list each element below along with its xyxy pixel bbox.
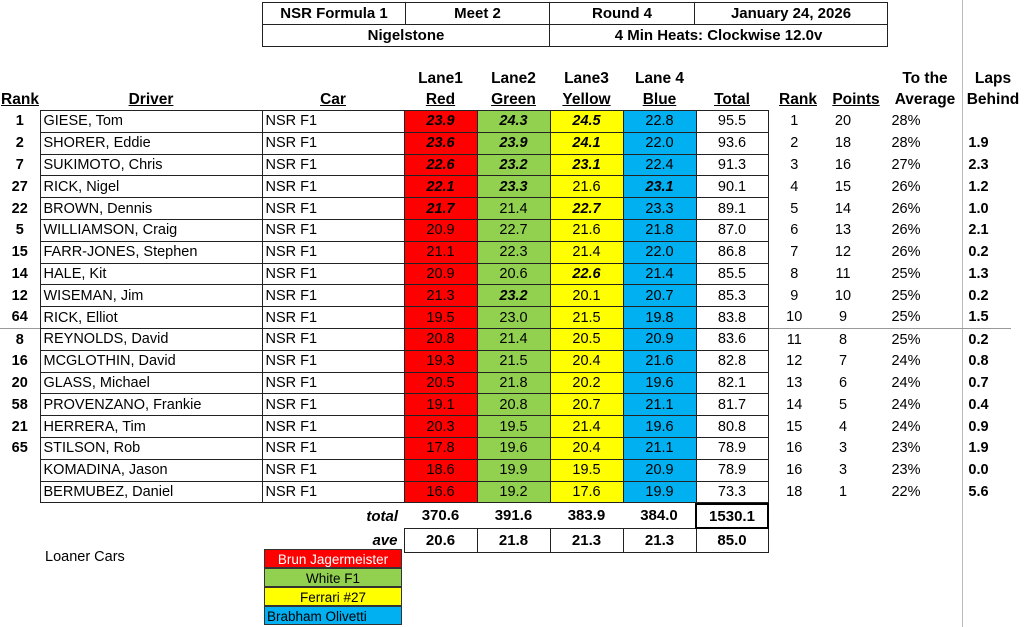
lane4-cell: 20.7	[623, 285, 696, 307]
laps-behind-cell: 2.3	[968, 156, 989, 173]
table-row	[0, 372, 1011, 394]
lane4-cell: 22.4	[623, 154, 696, 176]
rank-cell: 14	[11, 265, 28, 282]
total-cell: 81.7	[696, 394, 768, 416]
car-cell: NSR F1	[262, 176, 404, 198]
summary-table	[262, 503, 769, 553]
place-cell: 13	[786, 374, 803, 391]
avg-cell: 26%	[891, 178, 921, 195]
table-row	[0, 263, 1011, 285]
overall-ave: 85.0	[696, 528, 768, 552]
lane1-cell: 18.6	[404, 459, 477, 481]
lane4-cell: 21.4	[623, 263, 696, 285]
lane2-cell: 23.2	[477, 285, 550, 307]
place-cell: 12	[786, 353, 803, 370]
table-row	[0, 285, 1011, 307]
avg-cell: 26%	[891, 244, 921, 261]
rank-cell: 65	[11, 440, 28, 457]
car-cell: NSR F1	[262, 132, 404, 154]
lane3-ave: 21.3	[550, 528, 623, 552]
lane4-cell: 22.0	[623, 241, 696, 263]
avg-cell: 24%	[891, 418, 921, 435]
table-row	[0, 307, 1011, 329]
lane4-cell: 19.6	[623, 416, 696, 438]
lane3-cell: 20.7	[550, 394, 623, 416]
total-cell: 85.5	[696, 263, 768, 285]
col-lane2-top: Lane2	[491, 70, 536, 87]
car-cell: NSR F1	[262, 350, 404, 372]
car-cell: NSR F1	[262, 241, 404, 263]
car-cell: NSR F1	[262, 111, 404, 133]
round-label: Round 4	[549, 2, 695, 25]
avg-cell: 25%	[891, 309, 921, 326]
place-cell: 5	[790, 200, 799, 217]
avg-cell: 23%	[891, 440, 921, 457]
lane4-cell: 19.6	[623, 372, 696, 394]
total-cell: 82.8	[696, 350, 768, 372]
place-cell: 14	[786, 396, 803, 413]
laps-behind-cell: 1.5	[968, 309, 989, 326]
lane4-cell: 21.1	[623, 437, 696, 459]
table-row	[0, 328, 1011, 350]
place-cell: 1	[790, 113, 799, 130]
lane2-cell: 19.6	[477, 437, 550, 459]
lane3-cell: 20.5	[550, 328, 623, 350]
total-cell: 91.3	[696, 154, 768, 176]
lane2-cell: 21.8	[477, 372, 550, 394]
lane1-cell: 20.9	[404, 219, 477, 241]
total-cell: 83.6	[696, 328, 768, 350]
driver-cell: REYNOLDS, David	[40, 328, 262, 350]
col-rank: Rank	[1, 91, 39, 108]
table-row	[0, 394, 1011, 416]
laps-behind-cell: 1.2	[968, 178, 989, 195]
lane1-cell: 22.1	[404, 176, 477, 198]
laps-behind-cell: 0.2	[946, 328, 1011, 350]
place-cell: 2	[790, 135, 799, 152]
col-lane1-bottom: Red	[425, 91, 456, 108]
rank-cell: 21	[11, 418, 28, 435]
results-table	[0, 110, 1011, 503]
points-cell: 4	[838, 418, 848, 435]
lane3-cell: 23.1	[550, 154, 623, 176]
lane2-cell: 19.9	[477, 459, 550, 481]
lane1-cell: 16.6	[404, 481, 477, 503]
lane3-cell: 22.6	[550, 263, 623, 285]
lane2-cell: 23.0	[477, 307, 550, 329]
rank-cell: 20	[11, 374, 28, 391]
col-points: Points	[832, 91, 880, 108]
total-cell: 85.3	[696, 285, 768, 307]
driver-cell: HERRERA, Tim	[40, 416, 262, 438]
avg-cell: 28%	[891, 113, 921, 130]
place-cell: 3	[790, 156, 799, 173]
total-cell: 93.6	[696, 132, 768, 154]
points-cell: 3	[838, 440, 848, 457]
driver-cell: PROVENZANO, Frankie	[40, 394, 262, 416]
driver-cell: RICK, Elliot	[40, 307, 262, 329]
place-cell: 10	[786, 309, 803, 326]
driver-cell: STILSON, Rob	[40, 437, 262, 459]
rank-cell: 7	[15, 156, 24, 173]
race-date: January 24, 2026	[694, 2, 888, 25]
laps-behind-cell: 0.7	[968, 374, 989, 391]
table-row	[0, 459, 1011, 481]
points-cell: 8	[820, 328, 866, 350]
table-row	[0, 198, 1011, 220]
car-cell: NSR F1	[262, 328, 404, 350]
car-cell: NSR F1	[262, 285, 404, 307]
col-lane3-bottom: Yellow	[562, 91, 611, 108]
avg-cell: 22%	[891, 483, 921, 500]
rank-cell: 16	[11, 353, 28, 370]
avg-cell: 26%	[891, 200, 921, 217]
driver-cell: GLASS, Michael	[40, 372, 262, 394]
laps-behind-cell: 0.2	[968, 287, 989, 304]
driver-cell: FARR-JONES, Stephen	[40, 241, 262, 263]
place-cell: 18	[786, 483, 803, 500]
total-cell: 80.8	[696, 416, 768, 438]
lane3-cell: 21.5	[550, 307, 623, 329]
lane4-cell: 21.1	[623, 394, 696, 416]
lane1-cell: 20.9	[404, 263, 477, 285]
lane4-cell: 20.9	[623, 328, 696, 350]
driver-cell: SUKIMOTO, Chris	[40, 154, 262, 176]
total-label: total	[366, 507, 398, 525]
lane4-cell: 23.3	[623, 198, 696, 220]
table-row	[0, 219, 1011, 241]
car-cell: NSR F1	[262, 394, 404, 416]
lane3-cell: 21.6	[550, 219, 623, 241]
avg-cell: 24%	[891, 353, 921, 370]
laps-behind-cell: 0.0	[968, 462, 989, 479]
total-cell: 78.9	[696, 437, 768, 459]
driver-cell: MCGLOTHIN, David	[40, 350, 262, 372]
total-cell: 82.1	[696, 372, 768, 394]
lane1-total: 370.6	[404, 504, 477, 528]
car-cell: NSR F1	[262, 198, 404, 220]
points-cell: 1	[838, 483, 848, 500]
col-lane1-top: Lane1	[418, 70, 463, 87]
table-row	[0, 416, 1011, 438]
car-cell: NSR F1	[262, 481, 404, 503]
place-cell: 9	[790, 287, 799, 304]
rank-cell: 22	[11, 200, 28, 217]
loaner-cars-label: Loaner Cars	[45, 549, 125, 565]
col-laps-bottom: Behind	[966, 91, 1020, 108]
points-cell: 7	[838, 353, 848, 370]
place-cell: 16	[786, 440, 803, 457]
driver-cell: RICK, Nigel	[40, 176, 262, 198]
rank-cell: 58	[11, 396, 28, 413]
points-cell: 13	[834, 222, 852, 239]
lane4-cell: 21.8	[623, 219, 696, 241]
lane3-cell: 21.6	[550, 176, 623, 198]
rank-cell: 27	[11, 178, 28, 195]
grand-total: 1530.1	[696, 504, 768, 528]
points-cell: 15	[834, 178, 852, 195]
track-name: Nigelstone	[262, 24, 550, 47]
lane1-cell: 21.3	[404, 285, 477, 307]
points-cell: 9	[838, 309, 848, 326]
avg-cell: 27%	[891, 156, 921, 173]
points-cell: 6	[838, 374, 848, 391]
lane1-cell: 20.3	[404, 416, 477, 438]
place-cell: 11	[768, 328, 820, 350]
summary-total-row	[262, 504, 768, 528]
col-laps-top: Laps	[974, 70, 1012, 87]
driver-cell: BROWN, Dennis	[40, 198, 262, 220]
ave-label: ave	[372, 531, 398, 549]
table-row	[0, 132, 1011, 154]
points-cell: 18	[834, 135, 852, 152]
lane3-cell: 21.4	[550, 416, 623, 438]
rank-cell: 64	[11, 309, 28, 326]
table-row	[0, 350, 1011, 372]
col-lane4-top: Lane 4	[634, 70, 685, 87]
rank-cell: 15	[11, 244, 28, 261]
rank-cell: 12	[11, 287, 28, 304]
laps-behind-cell: 1.9	[968, 440, 989, 457]
lane1-cell: 19.3	[404, 350, 477, 372]
lane3-cell: 20.4	[550, 350, 623, 372]
car-cell: NSR F1	[262, 437, 404, 459]
lane2-cell: 22.7	[477, 219, 550, 241]
series-title: NSR Formula 1	[262, 2, 406, 25]
rank-cell: 1	[15, 113, 24, 130]
lane3-cell: 24.1	[550, 132, 623, 154]
col-total: Total	[714, 91, 750, 108]
points-cell: 11	[835, 265, 851, 282]
place-cell: 16	[786, 462, 803, 479]
col-driver: Driver	[128, 91, 174, 108]
driver-cell: SHORER, Eddie	[40, 132, 262, 154]
table-row	[0, 154, 1011, 176]
col-avg-bottom: Average	[894, 91, 956, 108]
lane3-total: 383.9	[550, 504, 623, 528]
points-cell: 12	[834, 244, 852, 261]
avg-cell: 24%	[891, 374, 921, 391]
laps-behind-cell: 0.2	[968, 244, 989, 261]
points-cell: 16	[834, 156, 852, 173]
avg-cell: 25%	[891, 265, 921, 282]
lane2-cell: 21.4	[477, 328, 550, 350]
loaner-car-green: White F1	[264, 568, 402, 587]
lane3-cell: 20.4	[550, 437, 623, 459]
points-cell: 5	[838, 396, 848, 413]
col-lane3-top: Lane3	[564, 70, 609, 87]
total-cell: 87.0	[696, 219, 768, 241]
loaner-car-blue: Brabham Olivetti	[264, 606, 402, 625]
lane4-ave: 21.3	[623, 528, 696, 552]
total-cell: 83.8	[696, 307, 768, 329]
rank-cell	[0, 459, 40, 481]
lane4-total: 384.0	[623, 504, 696, 528]
lane2-cell: 23.3	[477, 176, 550, 198]
lane2-cell: 21.4	[477, 198, 550, 220]
car-cell: NSR F1	[262, 263, 404, 285]
avg-cell: 25%	[891, 287, 921, 304]
car-cell: NSR F1	[262, 154, 404, 176]
car-cell: NSR F1	[262, 416, 404, 438]
place-cell: 8	[790, 265, 799, 282]
table-row	[0, 176, 1011, 198]
loaner-car-yellow: Ferrari #27	[264, 587, 402, 606]
lane3-cell: 21.4	[550, 241, 623, 263]
rank-cell: 8	[0, 328, 40, 350]
laps-behind-cell: 1.9	[968, 135, 989, 152]
driver-cell: BERMUBEZ, Daniel	[40, 481, 262, 503]
heat-format: 4 Min Heats: Clockwise 12.0v	[549, 24, 888, 47]
driver-cell: KOMADINA, Jason	[40, 459, 262, 481]
driver-cell: WILLIAMSON, Craig	[40, 219, 262, 241]
total-cell: 78.9	[696, 459, 768, 481]
place-cell: 15	[786, 418, 803, 435]
points-cell: 14	[834, 200, 852, 217]
rank-cell	[0, 481, 40, 503]
lane2-cell: 22.3	[477, 241, 550, 263]
lane1-cell: 17.8	[404, 437, 477, 459]
points-cell: 3	[838, 462, 848, 479]
col-lane4-bottom: Blue	[642, 91, 677, 108]
driver-cell: HALE, Kit	[40, 263, 262, 285]
lane2-cell: 24.3	[477, 111, 550, 133]
lane1-cell: 19.1	[404, 394, 477, 416]
lane1-cell: 23.9	[404, 111, 477, 133]
place-cell: 6	[790, 222, 799, 239]
driver-cell: GIESE, Tom	[40, 111, 262, 133]
table-row	[0, 481, 1011, 503]
points-cell: 10	[834, 287, 852, 304]
lane1-cell: 23.6	[404, 132, 477, 154]
table-row	[0, 241, 1011, 263]
col-avg-top: To the	[902, 70, 948, 87]
lane4-cell: 21.6	[623, 350, 696, 372]
lane3-cell: 20.2	[550, 372, 623, 394]
lane1-cell: 20.8	[404, 328, 477, 350]
car-cell: NSR F1	[262, 219, 404, 241]
total-cell: 95.5	[696, 111, 768, 133]
lane1-cell: 21.1	[404, 241, 477, 263]
avg-cell: 26%	[891, 222, 921, 239]
lane4-cell: 20.9	[623, 459, 696, 481]
rank-cell: 2	[15, 135, 24, 152]
table-row	[0, 111, 1011, 133]
lane4-cell: 19.9	[623, 481, 696, 503]
avg-cell: 25%	[866, 328, 946, 350]
lane4-cell: 23.1	[623, 176, 696, 198]
total-cell: 90.1	[696, 176, 768, 198]
table-row	[0, 437, 1011, 459]
lane2-cell: 23.9	[477, 132, 550, 154]
total-cell: 89.1	[696, 198, 768, 220]
place-cell: 7	[790, 244, 799, 261]
col-place: Rank	[779, 91, 817, 108]
laps-behind-cell: 5.6	[968, 483, 989, 500]
points-cell: 20	[834, 113, 852, 130]
car-cell: NSR F1	[262, 372, 404, 394]
loaner-car-red: Brun Jagermeister	[264, 549, 402, 568]
total-cell: 86.8	[696, 241, 768, 263]
laps-behind-cell: 1.3	[968, 265, 989, 282]
driver-cell: WISEMAN, Jim	[40, 285, 262, 307]
lane1-cell: 19.5	[404, 307, 477, 329]
lane2-cell: 23.2	[477, 154, 550, 176]
lane2-cell: 21.5	[477, 350, 550, 372]
laps-behind-cell	[946, 111, 1011, 133]
lane2-total: 391.6	[477, 504, 550, 528]
place-cell: 4	[790, 178, 799, 195]
lane4-cell: 19.8	[623, 307, 696, 329]
lane2-cell: 19.2	[477, 481, 550, 503]
lane1-cell: 20.5	[404, 372, 477, 394]
lane3-cell: 20.1	[550, 285, 623, 307]
laps-behind-cell: 0.9	[968, 418, 989, 435]
lane1-cell: 21.7	[404, 198, 477, 220]
laps-behind-cell: 1.0	[968, 200, 989, 217]
lane2-cell: 20.6	[477, 263, 550, 285]
lane3-cell: 24.5	[550, 111, 623, 133]
lane1-cell: 22.6	[404, 154, 477, 176]
car-cell: NSR F1	[262, 459, 404, 481]
lane1-ave: 20.6	[404, 528, 477, 552]
meet-label: Meet 2	[405, 2, 550, 25]
avg-cell: 24%	[891, 396, 921, 413]
lane2-cell: 20.8	[477, 394, 550, 416]
lane2-ave: 21.8	[477, 528, 550, 552]
lane3-cell: 17.6	[550, 481, 623, 503]
laps-behind-cell: 0.4	[968, 396, 989, 413]
car-cell: NSR F1	[262, 307, 404, 329]
avg-cell: 28%	[891, 135, 921, 152]
laps-behind-cell: 0.8	[968, 353, 989, 370]
total-cell: 73.3	[696, 481, 768, 503]
lane4-cell: 22.8	[623, 111, 696, 133]
laps-behind-cell: 2.1	[968, 222, 989, 239]
lane3-cell: 19.5	[550, 459, 623, 481]
lane4-cell: 22.0	[623, 132, 696, 154]
rank-cell: 5	[15, 222, 24, 239]
lane3-cell: 22.7	[550, 198, 623, 220]
lane2-cell: 19.5	[477, 416, 550, 438]
col-lane2-bottom: Green	[491, 91, 536, 108]
avg-cell: 23%	[891, 462, 921, 479]
col-car: Car	[320, 91, 346, 108]
